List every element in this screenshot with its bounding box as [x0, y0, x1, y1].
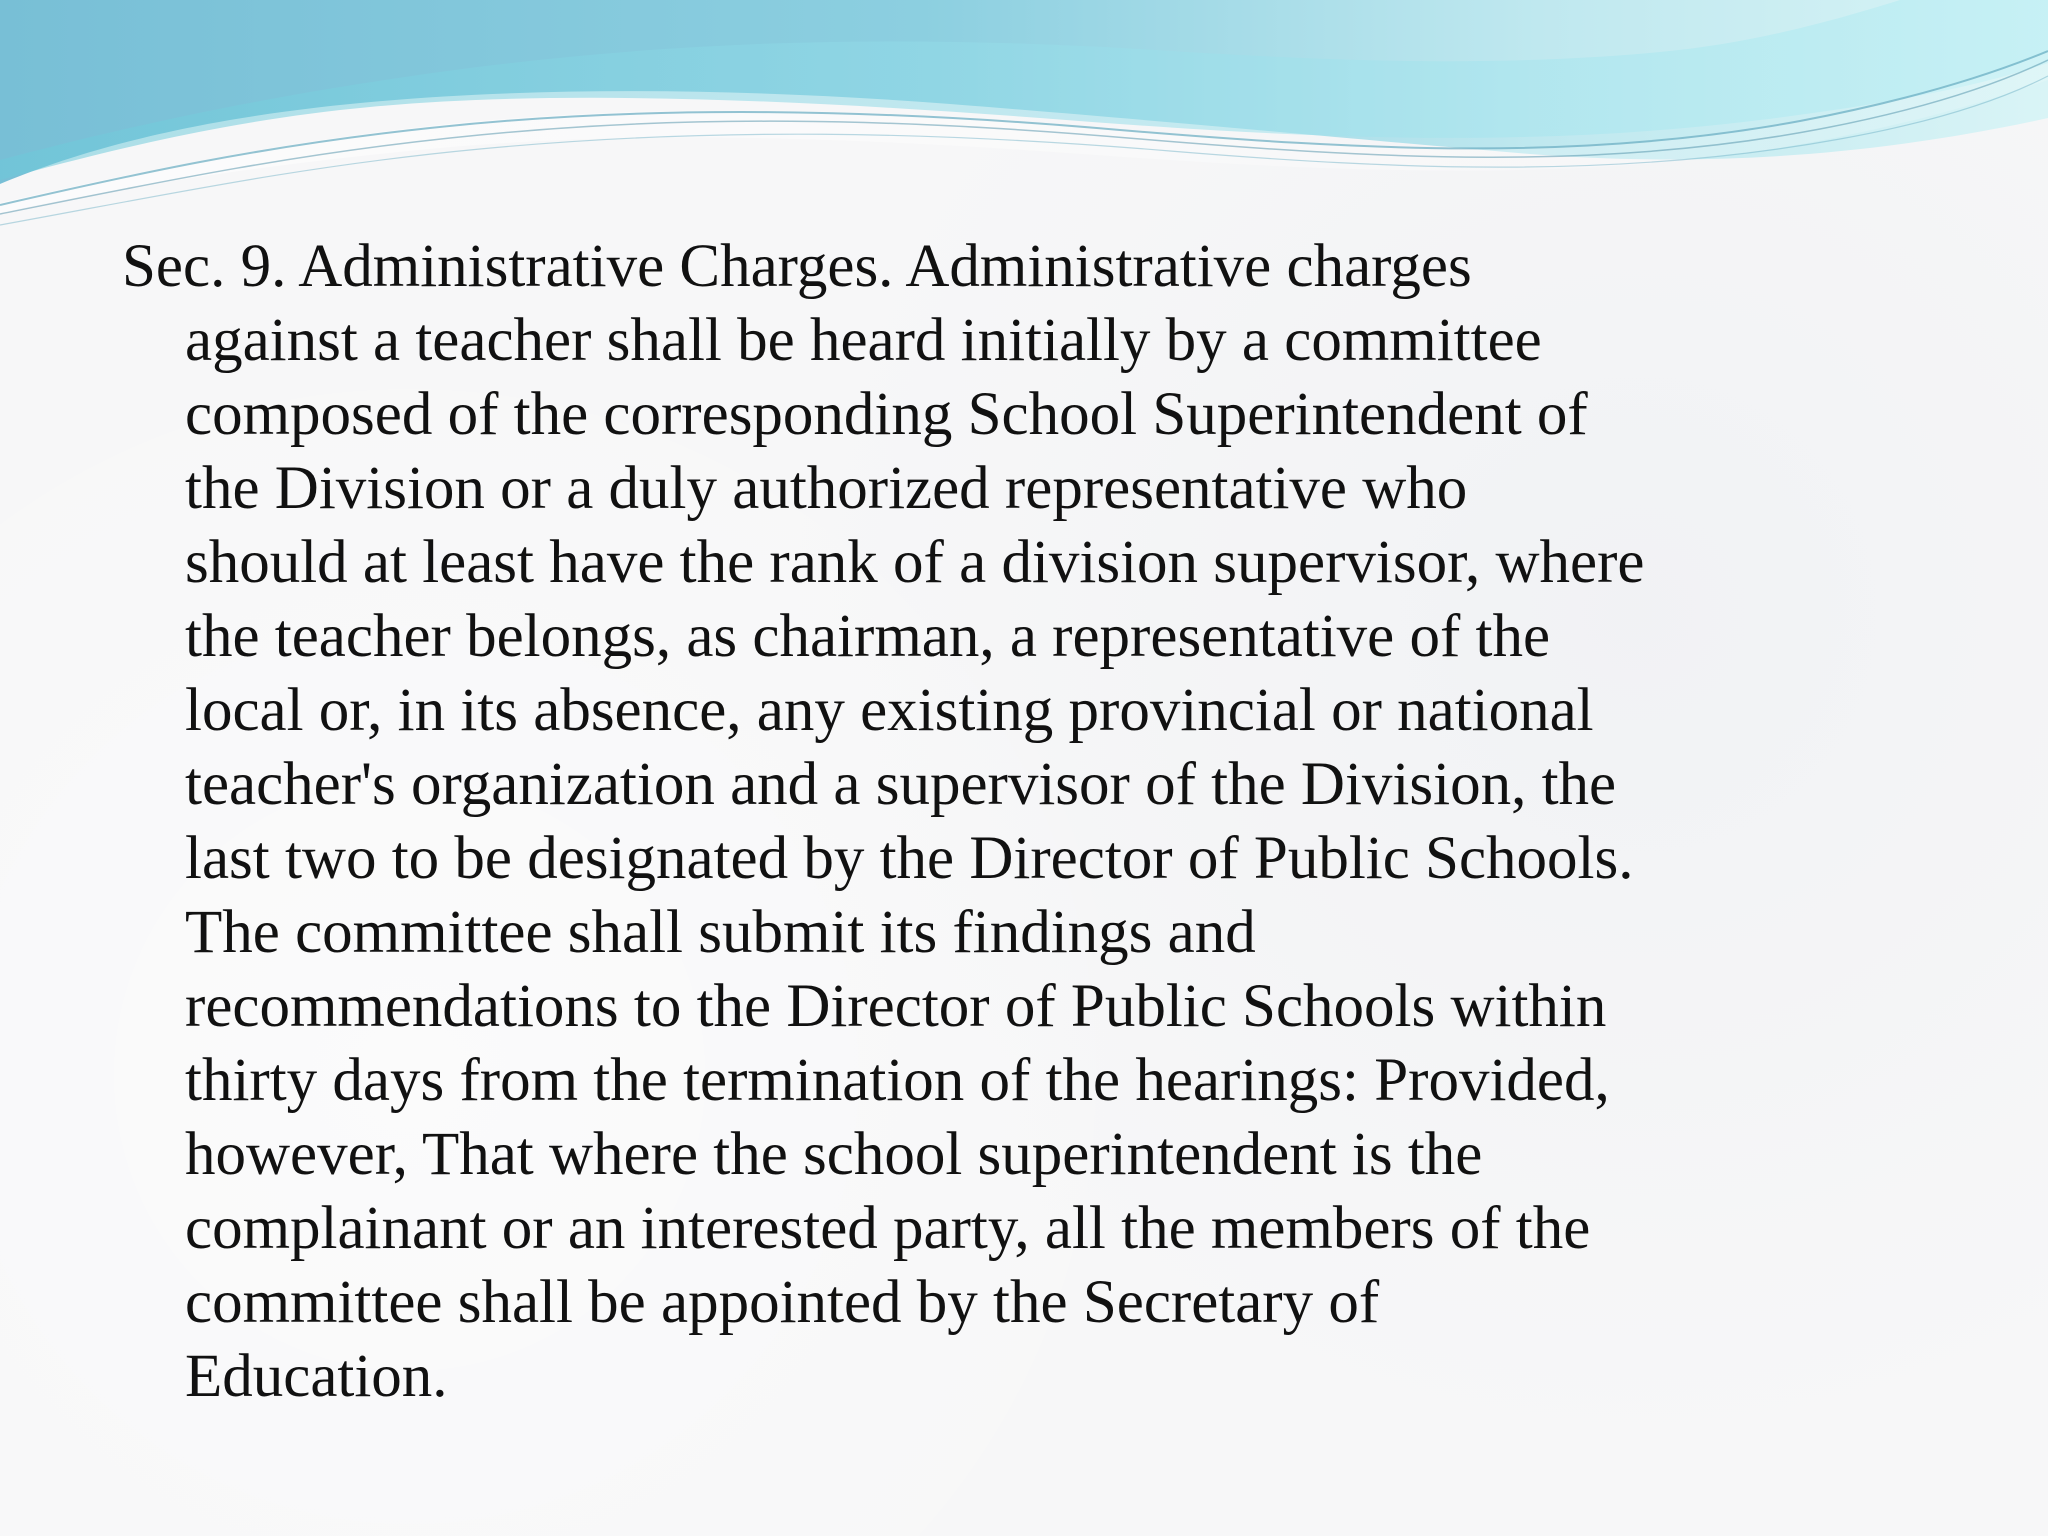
text-line: committee shall be appointed by the Secretary of — [185, 1269, 1380, 1336]
text-line: should at least have the rank of a division supervisor, where — [185, 529, 1645, 596]
content-area — [122, 230, 1932, 1414]
text-line: last two to be designated by the Director of Public Schools. — [185, 825, 1634, 892]
text-line: teacher's organization and a supervisor of the Division, the — [185, 751, 1617, 818]
text-line: composed of the corresponding School Superintendent of — [185, 381, 1588, 448]
administrative-charges-text — [122, 230, 1932, 1414]
text-line: the teacher belongs, as chairman, a representative of the — [185, 603, 1551, 670]
text-line: complainant or an interested party, all the members of the — [185, 1195, 1591, 1262]
text-line: Sec. 9. Administrative Charges. Administrative charges — [122, 233, 1472, 300]
text-line: The committee shall submit its findings and — [185, 899, 1256, 966]
text-line: Education. — [185, 1343, 448, 1410]
text-line: local or, in its absence, any existing provincial or national — [185, 677, 1594, 744]
text-line: thirty days from the termination of the hearings: Provided, — [185, 1047, 1610, 1114]
header-wave-decoration — [0, 0, 2048, 250]
text-line: however, That where the school superintendent is the — [185, 1121, 1483, 1188]
text-line: the Division or a duly authorized representative who — [185, 455, 1468, 522]
text-line: against a teacher shall be heard initially by a committee — [185, 307, 1542, 374]
text-line: recommendations to the Director of Public Schools within — [185, 973, 1607, 1040]
